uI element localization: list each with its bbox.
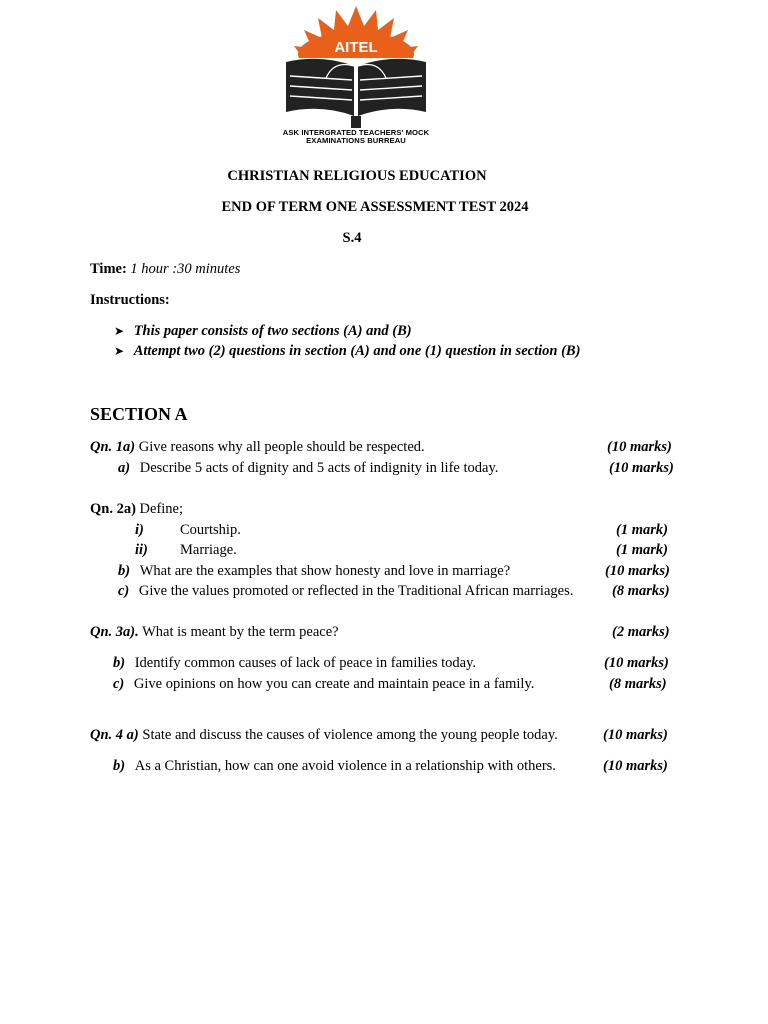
section-title: SECTION A — [90, 404, 188, 424]
part-text: Describe 5 acts of dignity and 5 acts of indignity in life today. — [139, 460, 499, 476]
marks: (8 marks) — [609, 676, 667, 692]
question-3-part-c — [113, 676, 534, 693]
question-number: Qn. 4 a) — [90, 727, 139, 743]
arrow-bullet-icon: ➤ — [114, 344, 125, 358]
question-number: Qn. 2a) — [90, 501, 136, 517]
marks: (10 marks) — [604, 655, 669, 671]
class-label: S.4 — [342, 230, 362, 246]
question-2-part-b — [118, 563, 510, 580]
question-2-part-c — [118, 583, 573, 600]
marks: (10 marks) — [603, 727, 668, 743]
question-2a — [90, 501, 183, 518]
marks: (10 marks) — [609, 460, 674, 476]
part-text: What are the examples that show honesty and love in marriage? — [139, 563, 511, 579]
question-3-part-b — [113, 655, 476, 672]
logo-caption-line1: ASK INTERGRATED TEACHERS' MOCK — [282, 128, 430, 137]
marks: (10 marks) — [605, 563, 670, 579]
question-number: Qn. 3a). — [90, 624, 139, 640]
marks: (2 marks) — [612, 624, 670, 640]
question-text: What is meant by the term peace? — [142, 624, 339, 640]
part-text: Give the values promoted or reflected in the Traditional African marriages. — [138, 583, 574, 599]
part-label: i) — [135, 522, 144, 538]
exam-title: END OF TERM ONE ASSESSMENT TEST 2024 — [221, 199, 529, 215]
part-label: b) — [118, 563, 131, 579]
part-label: a) — [118, 460, 131, 476]
question-1a — [90, 439, 425, 456]
part-label: c) — [118, 583, 130, 599]
marks: (10 marks) — [607, 439, 672, 455]
subject-title: CHRISTIAN RELIGIOUS EDUCATION — [227, 168, 487, 184]
instruction-item — [114, 343, 580, 360]
arrow-bullet-icon: ➤ — [114, 324, 125, 338]
marks: (1 mark) — [616, 522, 668, 538]
instruction-text: This paper consists of two sections (A) and (B) — [133, 323, 412, 339]
part-label: b) — [113, 655, 126, 671]
part-text: Marriage. — [180, 542, 237, 558]
question-4a — [90, 727, 558, 744]
question-1-part-a — [118, 460, 498, 477]
logo-text: AITEL — [334, 39, 378, 56]
marks: (1 mark) — [616, 542, 668, 558]
instructions-label: Instructions: — [90, 292, 170, 308]
part-text: Courtship. — [180, 522, 241, 538]
part-label: b) — [113, 758, 126, 774]
part-label: c) — [113, 676, 125, 692]
part-text: As a Christian, how can one avoid violence in a relationship with others. — [134, 758, 556, 774]
instruction-item — [114, 323, 412, 340]
question-text: Define; — [139, 501, 184, 517]
logo-caption-line2: EXAMINATIONS BURREAU — [306, 136, 406, 145]
part-label: ii) — [135, 542, 148, 558]
time-label: Time: — [90, 261, 127, 277]
question-text: Give reasons why all people should be respected. — [138, 439, 425, 455]
question-4-part-b — [113, 758, 556, 775]
book-icon — [284, 58, 428, 128]
question-3a — [90, 624, 339, 641]
question-number: Qn. 1a) — [90, 439, 136, 455]
time-value: 1 hour :30 minutes — [130, 261, 241, 277]
marks: (10 marks) — [603, 758, 668, 774]
part-text: Give opinions on how you can create and maintain peace in a family. — [133, 676, 535, 692]
part-text: Identify common causes of lack of peace in families today. — [134, 655, 477, 671]
question-text: State and discuss the causes of violence among the young people today. — [142, 727, 558, 743]
instruction-text: Attempt two (2) questions in section (A) and one (1) question in section (B) — [133, 343, 581, 359]
marks: (8 marks) — [612, 583, 670, 599]
time-line — [90, 261, 240, 278]
